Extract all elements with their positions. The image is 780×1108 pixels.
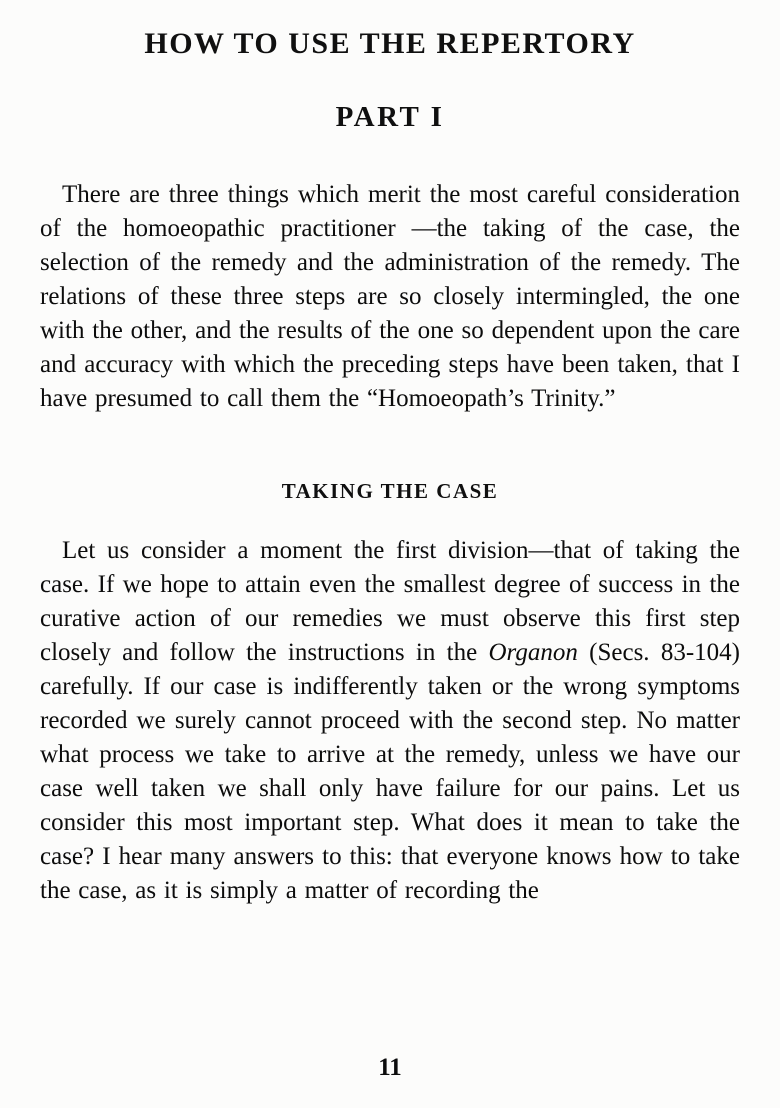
- taking-case-paragraph: [40, 534, 740, 908]
- part-heading: PART I: [335, 101, 445, 133]
- intro-paragraph: There are three things which merit the most careful consideration of the homoeopathic practitioner —the taking of the case, the selection of the remedy and the administration of the remedy. The relations of these three steps are so closely intermingled, the one with the other, and the results of the one so dependent upon the care and accuracy with which the preceding steps have been taken, that I have presumed to call them the “Homoeopath’s Trinity.”: [40, 181, 740, 412]
- organon-book-title: Organon: [488, 639, 578, 666]
- section-heading-taking-the-case: TAKING THE CASE: [281, 479, 499, 503]
- paragraph-text-segment-1: Let us consider a moment the first division—that of taking the case. If we hope to attain even the smallest degree of success in the curative action of our remedies we must observe this first step closely and follow the instructions in the: [40, 537, 740, 666]
- page-number: 11: [378, 1054, 402, 1081]
- page-title: HOW TO USE THE REPERTORY: [144, 27, 636, 60]
- paragraph-text-segment-2: (Secs. 83-104) carefully. If our case is indifferently taken or the wrong symptoms recorded we surely cannot proceed with the second step. No matter what process we take to arrive at the remedy, unless we have our case well taken we shall only have failure for our pains. Let us consider this most important step. What does it mean to take the case? I hear many answers to this: that everyone knows how to take the case, as it is simply a matter of recording the: [40, 639, 740, 904]
